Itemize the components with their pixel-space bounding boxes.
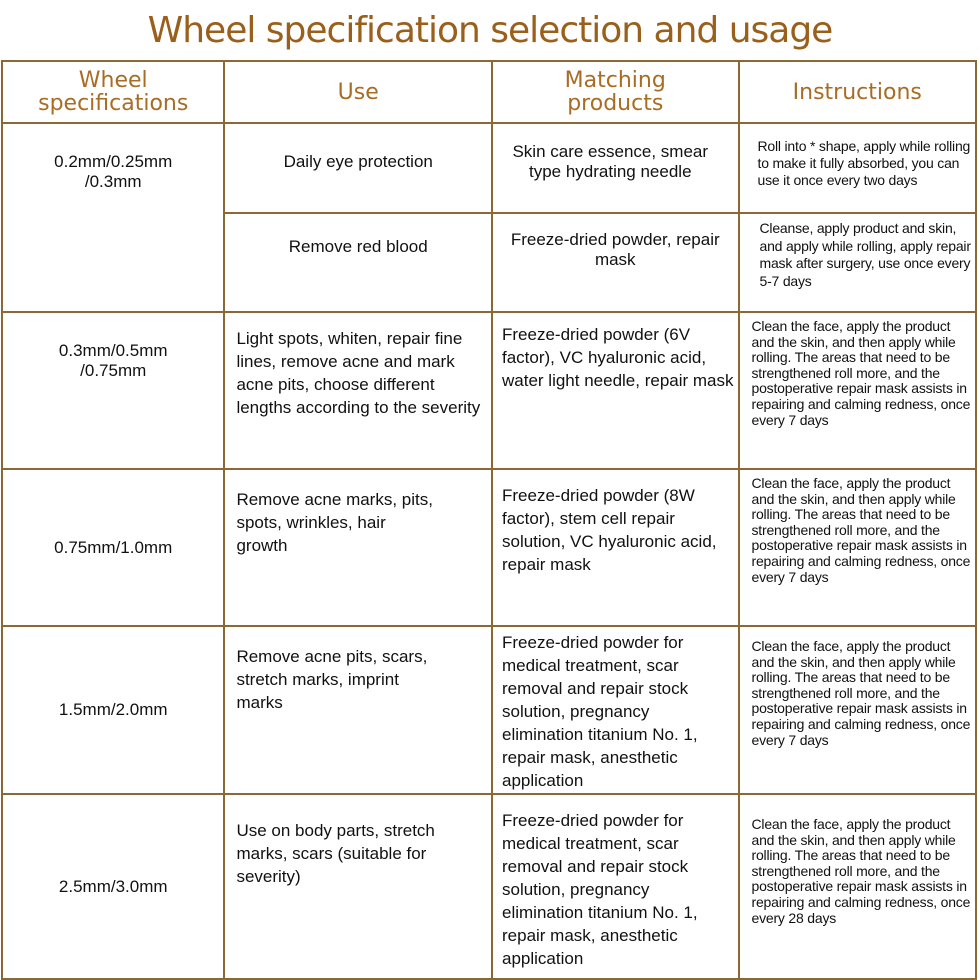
use-text: Use on body parts, stretch marks, scars (suitable for severity)	[236, 821, 435, 886]
spec-text: 2.5mm/3.0mm	[58, 876, 168, 896]
table-row	[2, 312, 976, 469]
products-text: Freeze-dried powder for medical treatment, scar removal and repair stock solution, pregnancy elimination titanium No. 1, repair mask, anesthetic application	[502, 811, 698, 968]
spec-text: 0.3mm/0.5mm /0.75mm	[58, 341, 168, 380]
spec-cell	[2, 312, 224, 469]
spec-text: 0.2mm/0.25mm /0.3mm	[54, 152, 173, 191]
instructions-text: Clean the face, apply the product and the skin, and then apply while rolling. The areas that need to be strengthened roll more, and the postoperative repair mask assists in repairing and calming redness, once every 28 days	[751, 816, 971, 926]
instructions-cell	[739, 794, 977, 979]
products-cell	[492, 312, 739, 469]
products-cell	[492, 123, 739, 213]
header-spec: Wheel specifications	[2, 61, 224, 123]
spec-cell	[2, 794, 224, 979]
spec-cell	[2, 626, 224, 794]
spec-text: 1.5mm/2.0mm	[58, 700, 168, 719]
use-text: Remove red blood	[288, 237, 428, 256]
instructions-text: Clean the face, apply the product and the skin, and then apply while rolling. The areas that need to be strengthened roll more, and the postoperative repair mask assists in repairing and calming redness, once every 7 days	[751, 638, 971, 748]
products-cell	[492, 794, 739, 979]
use-cell	[224, 213, 492, 312]
table-row	[2, 469, 976, 626]
page-title: Wheel specification selection and usage	[147, 10, 833, 51]
instructions-text: Roll into * shape, apply while rolling to make it fully absorbed, you can use it once every two days	[757, 138, 971, 188]
use-cell	[224, 626, 492, 794]
spec-text: 0.75mm/1.0mm	[54, 537, 173, 557]
products-cell	[492, 213, 739, 312]
instructions-cell	[739, 626, 977, 794]
products-cell	[492, 469, 739, 626]
header-use: Use	[224, 61, 492, 123]
instructions-text: Clean the face, apply the product and the skin, and then apply while rolling. The areas that need to be strengthened roll more, and the postoperative repair mask assists in repairing and calming redness, once every 7 days	[751, 318, 971, 428]
instructions-cell	[739, 469, 977, 626]
instructions-cell	[739, 312, 977, 469]
use-cell	[224, 123, 492, 213]
use-text: Remove acne marks, pits, spots, wrinkles, hair growth	[236, 490, 433, 555]
products-cell	[492, 626, 739, 794]
use-text: Daily eye protection	[283, 152, 433, 171]
table-row	[2, 626, 976, 794]
use-cell	[224, 469, 492, 626]
spec-cell	[2, 469, 224, 626]
instructions-text: Clean the face, apply the product and the skin, and then apply while rolling. The areas that need to be strengthened roll more, and the postoperative repair mask assists in repairing and calming redness, once every 7 days	[751, 475, 971, 585]
products-text: Freeze-dried powder (6V factor), VC hyaluronic acid, water light needle, repair mask	[502, 325, 734, 390]
products-text: Freeze-dried powder, repair mask	[510, 230, 720, 269]
instructions-cell	[739, 123, 977, 213]
instructions-cell	[739, 213, 977, 312]
instructions-text: Cleanse, apply product and skin, and apply while rolling, apply repair mask after surgery, use once every 5-7 days	[759, 220, 971, 289]
header-instructions: Instructions	[739, 61, 977, 123]
use-cell	[224, 794, 492, 979]
header-row	[2, 61, 976, 123]
wheel-spec-table	[1, 60, 977, 980]
table-row	[2, 794, 976, 979]
table-row	[2, 123, 976, 213]
products-text: Freeze-dried powder for medical treatment, scar removal and repair stock solution, pregnancy elimination titanium No. 1, repair mask, anesthetic application	[502, 633, 698, 790]
products-text: Skin care essence, smear type hydrating needle	[512, 142, 709, 181]
use-text: Light spots, whiten, repair fine lines, remove acne and mark acne pits, choose different lengths according to the severity	[236, 329, 481, 417]
spec-cell	[2, 123, 224, 312]
header-products: Matching products	[492, 61, 739, 123]
products-text: Freeze-dried powder (8W factor), stem cell repair solution, VC hyaluronic acid, repair mask	[502, 486, 717, 574]
use-cell	[224, 312, 492, 469]
use-text: Remove acne pits, scars, stretch marks, imprint marks	[236, 647, 428, 712]
